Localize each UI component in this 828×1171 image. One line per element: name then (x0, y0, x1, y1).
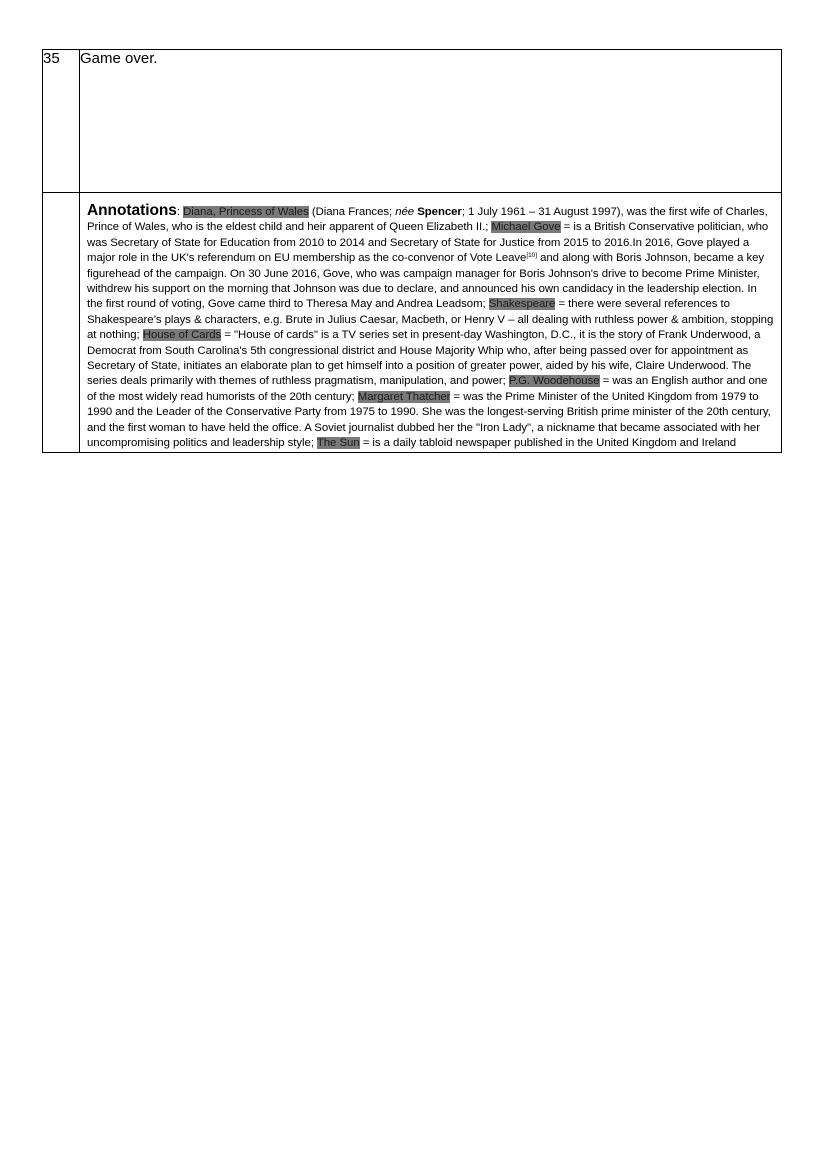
highlight-pg-woodehouse: P.G. Woodehouse (508, 375, 600, 388)
gove-text-b: and along with Boris Johnson, became a key figurehead of the campaign. On 30 June 2016, Gove, who was campaign manager for Boris Johnson's drive to become Prime Minister, withdrew his support on the morning that Johnson was due to declare, and announced his own candidacy in the leadership election. In the first round of voting, Gove came third to Theresa May and Andrea Leadsom; (87, 252, 765, 311)
diana-text-b: ; 1 July 1961 – 31 August 1997), was the first wife of Charles, Prince of Wales, who is the eldest child and heir apparent of Queen Elizabeth II.; (87, 206, 768, 234)
shakespeare-text: = there were several references to Shakespeare’s plays & characters, e.g. Brute in Julius Caesar, Macbeth, or Henry V – all dealing with ruthless power & ambition, stopping at nothing; (87, 298, 774, 342)
highlight-margaret-thatcher: Margaret Thatcher (357, 390, 451, 403)
script-table (42, 49, 782, 453)
annotations-sep: : (176, 206, 184, 218)
highlight-house-of-cards: House of Cards (142, 329, 222, 342)
annotations-heading: Annotations (87, 202, 177, 219)
highlight-the-sun: The Sun (316, 437, 360, 450)
gove-reference: [10] (526, 252, 537, 260)
scene-number: 35 (43, 50, 80, 193)
the-sun-text: = is a daily tabloid newspaper published in the United Kingdom and Ireland (359, 437, 737, 450)
annotations-row (43, 193, 782, 453)
scene-text: Game over. (80, 50, 782, 193)
highlight-diana: Diana, Princess of Wales (183, 206, 309, 218)
diana-spencer: Spencer (417, 206, 462, 218)
annotations-text (80, 193, 781, 452)
annotations-cell (80, 193, 782, 453)
pg-woodehouse-text: = was an English author and one of the most widely read humorists of the 20th century; (87, 375, 768, 403)
table-row (43, 50, 782, 193)
highlight-shakespeare: Shakespeare (488, 298, 556, 311)
diana-nee: née (395, 206, 415, 218)
house-of-cards-text: = "House of cards" is a TV series set in present-day Washington, D.C., it is the story of Frank Underwood, a Democrat from South Carolina's 5th congressional district and House Majority Whip who, after being passed over for appointment as Secretary of State, initiates an elaborate plan to get himself into a position of greater power, aided by his wife, Claire Underwood. The series deals primarily with themes of ruthless pragmatism, manipulation, and power; (87, 329, 761, 388)
highlight-michael-gove: Michael Gove (491, 221, 561, 234)
gove-text-a: = is a British Conservative politician, who was Secretary of State for Education from 2010 to 2014 and Secretary of State for Justice from 2015 to 2016.In 2016, Gove played a major role in the UK's referendum on EU membership as the co-convenor of Vote Leave (87, 221, 769, 265)
margaret-thatcher-text: = was the Prime Minister of the United Kingdom from 1979 to 1990 and the Leader of the Conservative Party from 1975 to 1990. She was the longest-serving British prime minister of the 20th century, and the first woman to have held the office. A Soviet journalist dubbed her the "Iron Lady", a nickname that became associated with her uncompromising politics and leadership style; (87, 390, 771, 450)
annotations-number-cell (43, 193, 80, 453)
diana-text-a: (Diana Frances; (308, 206, 396, 218)
